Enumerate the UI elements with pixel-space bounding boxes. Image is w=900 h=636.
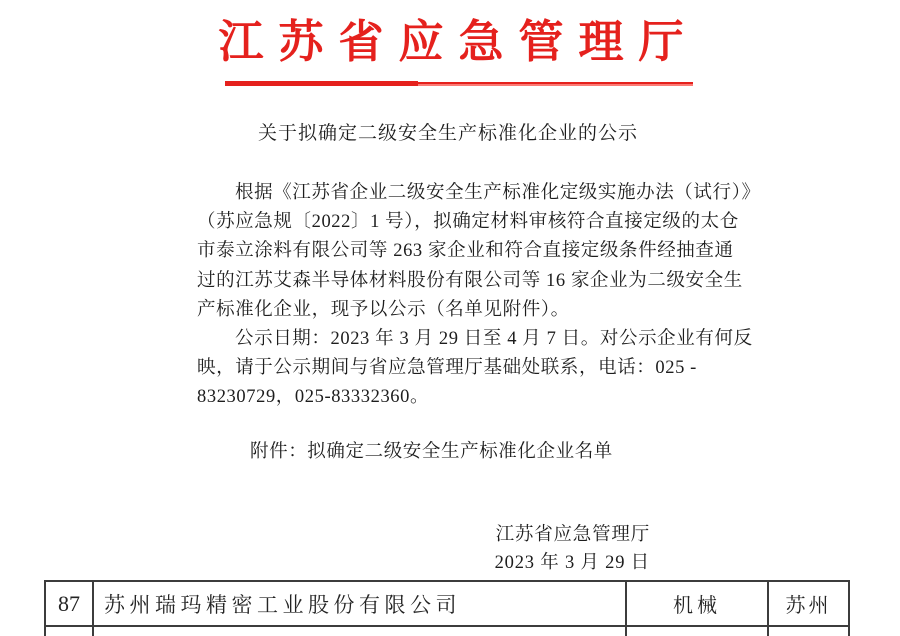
- cell-city: 苏州: [785, 595, 832, 617]
- enterprise-table: [44, 580, 850, 636]
- attachment-line: 附件：拟确定二级安全生产标准化企业名单: [250, 442, 613, 462]
- masthead-divider-left: [225, 81, 418, 86]
- notice-title: 关于拟确定二级安全生产标准化企业的公示: [257, 123, 638, 144]
- cell-industry-partial: [627, 627, 769, 636]
- body-line: 映，请于公示期间与省应急管理厅基础处联系，电话：025 -: [197, 358, 697, 379]
- body-line: 市泰立涂料有限公司等 263 家企业和符合直接定级条件经抽查通: [197, 241, 734, 262]
- cell-city-partial: [769, 627, 848, 636]
- cell-company-name: 苏州瑞玛精密工业股份有限公司: [94, 582, 627, 625]
- agency-masthead-title: 江苏省应急管理厅: [218, 16, 699, 67]
- masthead-divider-right: [418, 82, 693, 86]
- table-row-partial: [44, 627, 850, 636]
- signature-date: 2023 年 3 月 29 日: [494, 553, 650, 573]
- cell-serial-number: 87: [46, 582, 94, 625]
- body-line: 根据《江苏省企业二级安全生产标准化定级实施办法（试行）》: [235, 183, 761, 203]
- body-line: 产标准化企业，现予以公示（名单见附件）。: [197, 299, 570, 320]
- body-line: 过的江苏艾森半导体材料股份有限公司等 16 家企业为二级安全生: [197, 270, 743, 291]
- cell-serial-number-partial: [46, 627, 94, 636]
- signature-org: 江苏省应急管理厅: [495, 525, 650, 545]
- notice-body: [197, 179, 761, 413]
- table-row: [44, 580, 850, 627]
- body-line: 公示日期：2023 年 3 月 29 日至 4 月 7 日。对公示企业有何反: [235, 329, 753, 350]
- body-line: 83230729，025-83332360。: [197, 387, 430, 408]
- cell-company-name-partial: [94, 627, 627, 636]
- body-line: （苏应急规〔2022〕1 号），拟确定材料审核符合直接定级的太仓: [197, 212, 739, 233]
- cell-industry: 机械: [627, 582, 769, 625]
